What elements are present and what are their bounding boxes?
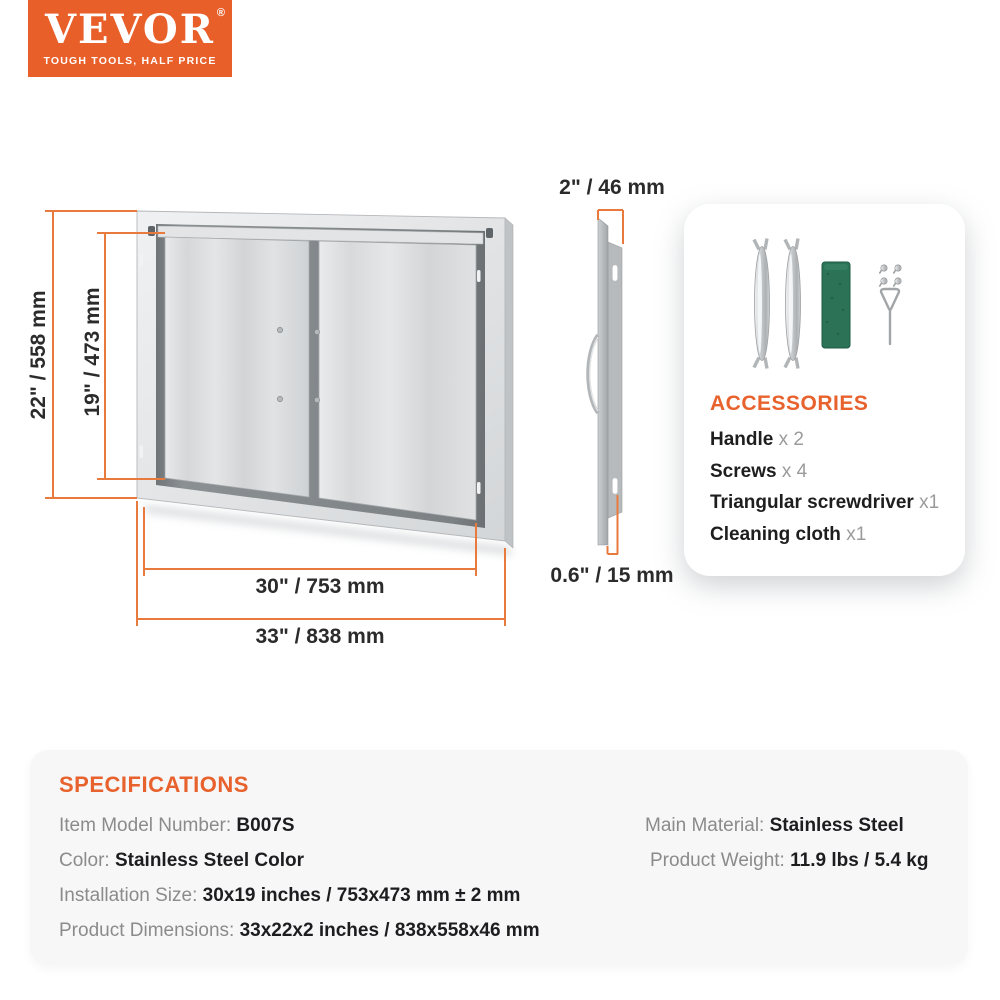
frame-depth-edge <box>505 218 513 548</box>
spec-row-material: Main Material: Stainless Steel <box>645 815 904 836</box>
specifications-title: SPECIFICATIONS <box>59 772 249 797</box>
triangular-screwdriver-icon <box>881 289 899 344</box>
accessories-card <box>684 204 965 576</box>
specifications-panel <box>30 750 968 965</box>
accessories-title: ACCESSORIES <box>710 392 869 415</box>
list-item: Handle x 2 <box>710 429 804 450</box>
side-front-plate <box>598 218 608 545</box>
side-bracket <box>608 242 622 518</box>
accessories-illustration <box>704 232 944 382</box>
logo-tagline: TOUGH TOOLS, HALF PRICE <box>43 55 217 67</box>
right-door-panel <box>319 241 476 520</box>
cleaning-cloth-icon <box>822 262 850 348</box>
list-item: Screws x 4 <box>710 460 808 482</box>
specifications-left-column <box>59 808 540 948</box>
list-item: Cleaning cloth x1 <box>710 523 867 545</box>
spec-row-product-dimensions: Product Dimensions: 33x22x2 inches / 838x558x46 mm <box>59 920 540 941</box>
side-slot-bottom <box>613 478 618 494</box>
spec-row-model: Item Model Number: B007S <box>59 815 295 836</box>
dim-depth: 2" / 46 mm <box>559 176 665 199</box>
left-door-panel <box>165 237 309 497</box>
specifications-right-column <box>645 808 928 878</box>
spec-row-color: Color: Stainless Steel Color <box>59 850 304 871</box>
logo-wordmark <box>45 6 227 53</box>
dim-inner-height: 19" / 473 mm <box>81 287 104 417</box>
side-slot-top <box>613 265 618 281</box>
accessories-list <box>710 424 939 550</box>
spec-row-weight: Product Weight: 11.9 lbs / 5.4 kg <box>650 850 929 871</box>
dim-inner-width: 30" / 753 mm <box>255 575 385 598</box>
dim-outer-width: 33" / 838 mm <box>255 625 385 648</box>
registered-mark: ® <box>216 7 227 19</box>
list-item: Triangular screwdriver x1 <box>710 492 940 513</box>
handle-icon <box>754 239 770 369</box>
logo-text: VEVOR <box>45 6 215 53</box>
vevor-logo <box>28 0 232 77</box>
side-view-diagram <box>575 195 650 570</box>
handle-icon <box>785 239 801 369</box>
spec-row-installation-size: Installation Size: 30x19 inches / 753x473 mm ± 2 mm <box>59 885 521 906</box>
screws-icon <box>879 265 901 287</box>
dim-flange-thickness: 0.6" / 15 mm <box>550 564 674 587</box>
dim-outer-height: 22" / 558 mm <box>27 290 50 420</box>
